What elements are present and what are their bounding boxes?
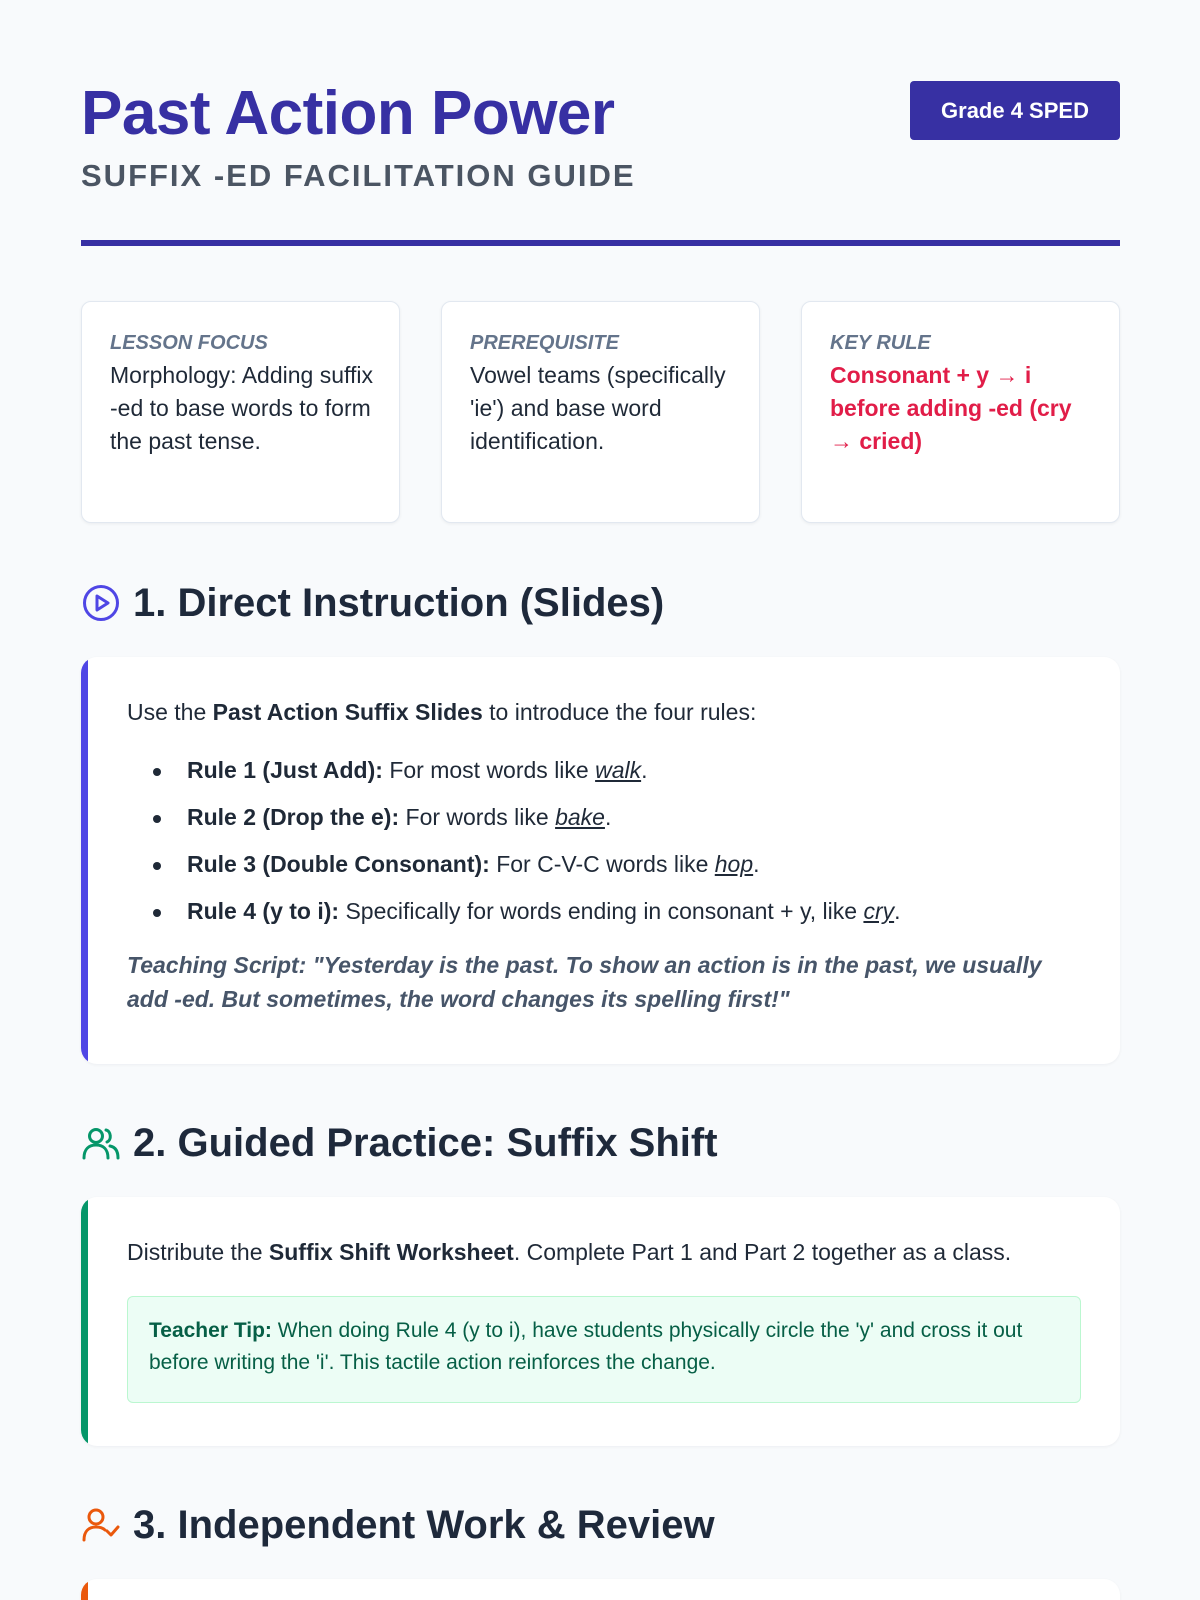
card-label: LESSON FOCUS [110,332,268,354]
box-intro: Distribute the Suffix Shift Worksheet. Complete Part 1 and Part 2 together as a class. [127,1239,1012,1265]
card-label: KEY RULE [830,332,931,354]
list-item: Rule 2 (Drop the e): For words like bake. [149,800,1080,834]
key-rule-card [801,301,1120,523]
header [81,78,1120,248]
guided-practice-box [81,1197,1120,1446]
card-text: Vowel teams (specifically 'ie') and base word identification. [470,362,726,454]
list-item: Rule 1 (Just Add): For most words like walk. [149,753,1080,787]
play-circle-icon [81,583,121,623]
teacher-tip: Teacher Tip: When doing Rule 4 (y to i), have students physically circle the 'y' and cross it out before writing the 'i'. This tactile action reinforces the change. [127,1296,1081,1403]
user-check-icon [81,1505,121,1545]
section-heading-direct-instruction [81,578,1120,628]
section-title: 2. Guided Practice: Suffix Shift [133,1121,718,1165]
list-item: Rule 3 (Double Consonant): For C-V-C words like hop. [149,847,1080,881]
card-text: Consonant + y → i before adding -ed (cry → cried) [830,362,1072,454]
header-divider [81,240,1120,246]
users-icon [81,1123,121,1163]
info-cards [81,301,1120,523]
box-intro: Use the Past Action Suffix Slides to introduce the four rules: [127,699,757,725]
page-subtitle: SUFFIX -ED FACILITATION GUIDE [81,158,636,193]
teaching-script: Teaching Script: "Yesterday is the past. To show an action is in the past, we usually add -ed. But sometimes, the word changes its spelling first!" [127,952,1042,1012]
independent-work-box [81,1579,1120,1600]
list-item: Rule 4 (y to i): Specifically for words ending in consonant + y, like cry. [149,894,1080,928]
grade-badge: Grade 4 SPED [910,81,1120,140]
direct-instruction-box [81,657,1120,1064]
page-title: Past Action Power [81,79,615,148]
section-heading-independent-work [81,1500,1120,1550]
card-label: PREREQUISITE [470,332,619,354]
section-title: 3. Independent Work & Review [133,1503,715,1547]
prerequisite-card [441,301,760,523]
section-heading-guided-practice [81,1118,1120,1168]
card-text: Morphology: Adding suffix -ed to base words to form the past tense. [110,362,373,454]
lesson-focus-card [81,301,400,523]
rule-list [149,753,1080,928]
section-title: 1. Direct Instruction (Slides) [133,581,665,625]
